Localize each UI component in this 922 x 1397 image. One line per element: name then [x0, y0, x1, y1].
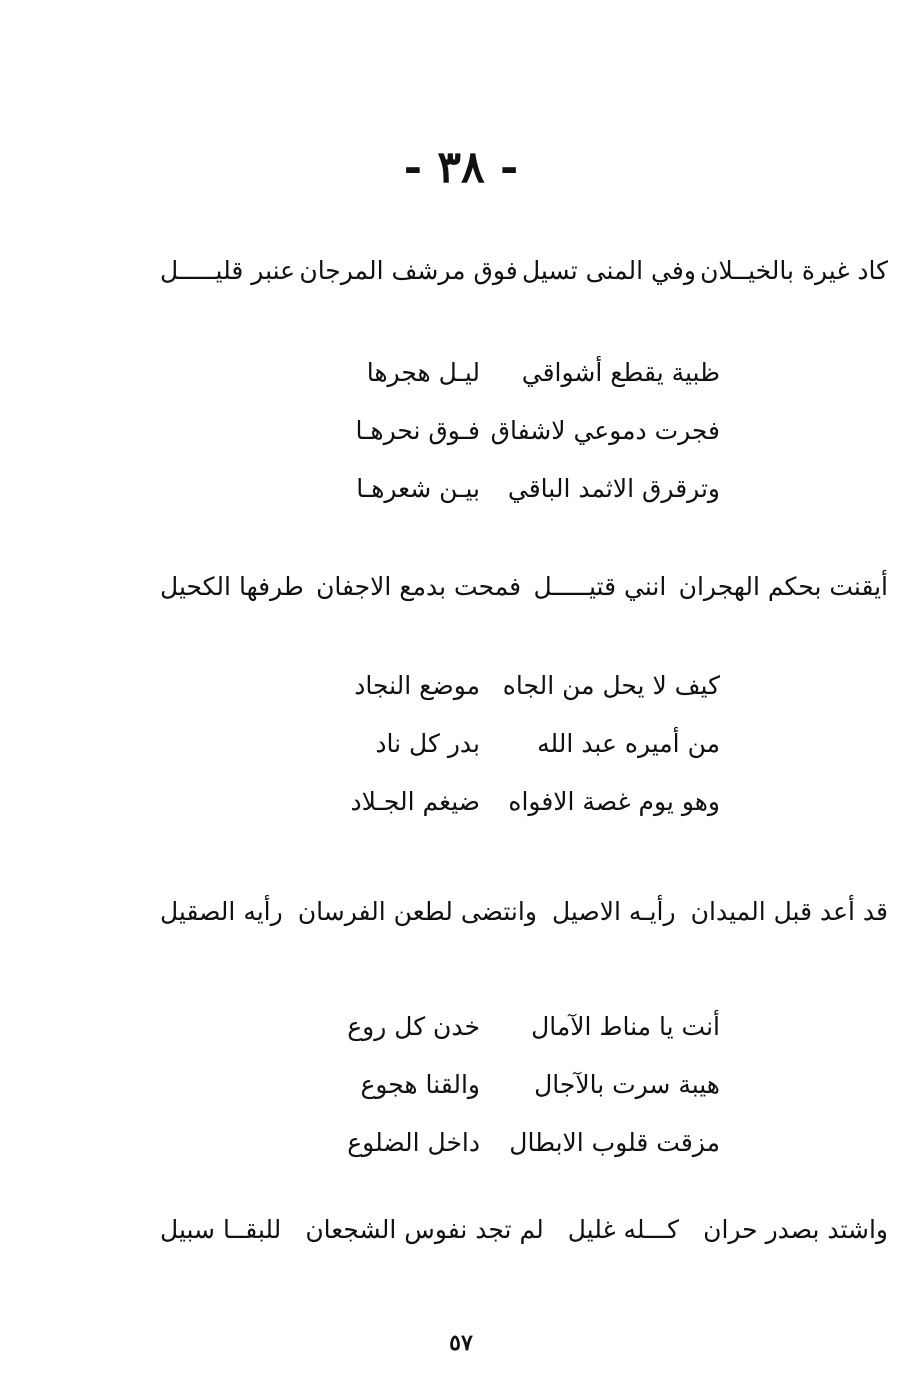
- verse-line-3: [160, 897, 888, 926]
- verse-segment: رأيه الصقيل: [160, 897, 283, 926]
- stanza-row: [330, 343, 720, 401]
- hemistich-right: كيف لا يحل من الجاه: [502, 670, 720, 700]
- verse-segment: وانتضى لطعن الفرسان: [297, 897, 537, 926]
- hemistich-right: وهو يوم غصة الافواه: [508, 786, 720, 816]
- hemistich-left: والقنا هجوع: [360, 1069, 480, 1099]
- hemistich-left: خدن كل روع: [347, 1011, 480, 1041]
- verse-segment: لم تجد نفوس الشجعان: [305, 1215, 544, 1244]
- verse-segment: أيقنت بحكم الهجران: [678, 572, 888, 601]
- stanza-row: [330, 1055, 720, 1113]
- verse-segment: كاد غيرة بالخيــلان: [700, 256, 888, 285]
- verse-segment: قد أعد قبل الميدان: [690, 897, 888, 926]
- stanza-row: [330, 714, 720, 772]
- hemistich-left: داخل الضلوع: [347, 1127, 480, 1157]
- verse-segment: عنبر قليـــــل: [160, 256, 296, 285]
- stanza-row: [330, 997, 720, 1055]
- verse-segment: كـــله غليل: [567, 1215, 680, 1244]
- stanza-row: [330, 656, 720, 714]
- verse-segment: طرفها الكحيل: [160, 572, 304, 601]
- hemistich-right: هيبة سرت بالآجال: [534, 1069, 720, 1099]
- hemistich-right: أنت يا مناط الآمال: [531, 1011, 720, 1041]
- hemistich-left: بدر كل ناد: [375, 728, 480, 758]
- verse-segment: وفي المنى تسيل: [522, 256, 696, 285]
- verse-segment: للبقــا سبيل: [160, 1215, 282, 1244]
- poem-number-heading: - ٣٨ -: [403, 142, 519, 193]
- verse-line-1: [160, 256, 888, 285]
- hemistich-right: ظبية يقطع أشواقي: [521, 357, 720, 387]
- stanza-1: [330, 343, 720, 517]
- hemistich-left: فـوق نحرهـا: [355, 415, 480, 445]
- hemistich-right: فجرت دموعي لاشفاق: [490, 415, 720, 445]
- hemistich-left: ضيغم الجـلاد: [350, 786, 480, 816]
- verse-line-2: [160, 572, 888, 601]
- stanza-2: [330, 656, 720, 830]
- verse-segment: فوق مرشف المرجان: [299, 256, 518, 285]
- stanza-row: [330, 401, 720, 459]
- verse-segment: انني قتيـــــل: [533, 572, 667, 601]
- verse-segment: واشتد بصدر حران: [703, 1215, 888, 1244]
- hemistich-right: وترقرق الاثمد الباقي: [507, 473, 720, 503]
- hemistich-left: ليـل هجرها: [366, 357, 480, 387]
- stanza-3: [330, 997, 720, 1171]
- stanza-row: [330, 772, 720, 830]
- hemistich-left: بيـن شعرهـا: [356, 473, 480, 503]
- stanza-row: [330, 459, 720, 517]
- page-number: ٥٧: [449, 1330, 473, 1356]
- stanza-row: [330, 1113, 720, 1171]
- hemistich-right: من أميره عبد الله: [537, 728, 720, 758]
- hemistich-left: موضع النجاد: [354, 670, 480, 700]
- verse-line-4: [160, 1215, 888, 1244]
- verse-segment: فمحت بدمع الاجفان: [316, 572, 522, 601]
- verse-segment: رأيـه الاصيل: [552, 897, 676, 926]
- hemistich-right: مزقت قلوب الابطال: [509, 1127, 720, 1157]
